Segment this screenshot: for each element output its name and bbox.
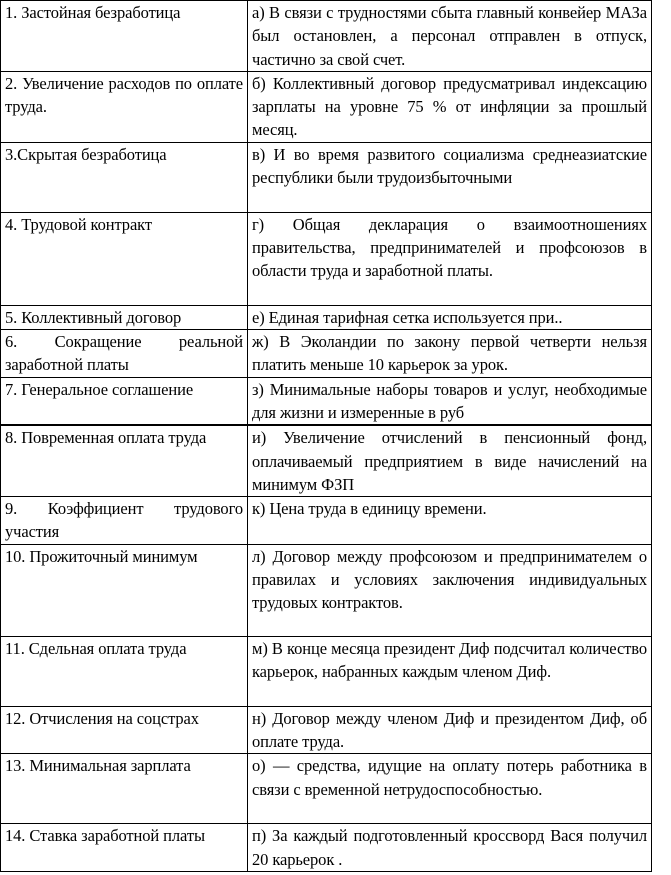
table-row bbox=[1, 1, 652, 72]
table-row bbox=[1, 636, 652, 706]
definition-cell: л) Договор между профсоюзом и предпринимателем о правилах и условиях заключения индивидуальных трудовых контрактов. bbox=[248, 544, 652, 636]
term-cell: 2. Увеличение расходов по оплате труда. bbox=[1, 71, 248, 142]
definition-cell: о) — средства, идущие на оплату потерь работника в связи с временной нетрудоспособностью. bbox=[248, 754, 652, 824]
table-row bbox=[1, 71, 652, 142]
table-row bbox=[1, 377, 652, 425]
definition-cell: и) Увеличение отчислений в пенсионный фонд, оплачиваемый предприятием в виде начислений на минимум ФЗП bbox=[248, 425, 652, 496]
table-row bbox=[1, 824, 652, 872]
table-row bbox=[1, 497, 652, 545]
definition-cell: в) И во время развитого социализма среднеазиатские республики были трудоизбыточными bbox=[248, 142, 652, 212]
term-cell: 12. Отчисления на соцстрах bbox=[1, 706, 248, 754]
definition-cell: к) Цена труда в единицу времени. bbox=[248, 497, 652, 545]
table-row bbox=[1, 330, 652, 378]
term-cell: 4. Трудовой контракт bbox=[1, 212, 248, 305]
table-row bbox=[1, 706, 652, 754]
table-row bbox=[1, 544, 652, 636]
table-row bbox=[1, 212, 652, 305]
term-cell: 7. Генеральное соглашение bbox=[1, 377, 248, 425]
term-cell: 6. Сокращение реальной заработной платы bbox=[1, 330, 248, 378]
term-cell: 5. Коллективный договор bbox=[1, 305, 248, 329]
definition-cell: б) Коллективный договор предусматривал индексацию зарплаты на уровне 75 % от инфляции за прошлый месяц. bbox=[248, 71, 652, 142]
definition-cell: г) Общая декларация о взаимоотношениях правительства, предпринимателей и профсоюзов в области труда и заработной платы. bbox=[248, 212, 652, 305]
definition-cell: п) За каждый подготовленный кроссворд Вася получил 20 карьерок . bbox=[248, 824, 652, 872]
table-row bbox=[1, 754, 652, 824]
term-cell: 13. Минимальная зарплата bbox=[1, 754, 248, 824]
definition-cell: ж) В Эколандии по закону первой четверти нельзя платить меньше 10 карьерок за урок. bbox=[248, 330, 652, 378]
definition-cell: а) В связи с трудностями сбыта главный конвейер МАЗа был остановлен, а персонал отправлен в отпуск, частично за свой счет. bbox=[248, 1, 652, 72]
term-cell: 8. Повременная оплата труда bbox=[1, 425, 248, 496]
term-cell: 3.Скрытая безработица bbox=[1, 142, 248, 212]
definition-cell: з) Минимальные наборы товаров и услуг, необходимые для жизни и измеренные в руб bbox=[248, 377, 652, 425]
definition-cell: м) В конце месяца президент Диф подсчитал количество карьерок, набранных каждым членом Диф. bbox=[248, 636, 652, 706]
term-cell: 10. Прожиточный минимум bbox=[1, 544, 248, 636]
table-row bbox=[1, 305, 652, 329]
term-cell: 9. Коэффициент трудового участия bbox=[1, 497, 248, 545]
definition-cell: е) Единая тарифная сетка используется при.. bbox=[248, 305, 652, 329]
table-row bbox=[1, 142, 652, 212]
term-cell: 14. Ставка заработной платы bbox=[1, 824, 248, 872]
definition-cell: н) Договор между членом Диф и президентом Диф, об оплате труда. bbox=[248, 706, 652, 754]
term-cell: 1. Застойная безработица bbox=[1, 1, 248, 72]
term-cell: 11. Сдельная оплата труда bbox=[1, 636, 248, 706]
table-row bbox=[1, 425, 652, 496]
